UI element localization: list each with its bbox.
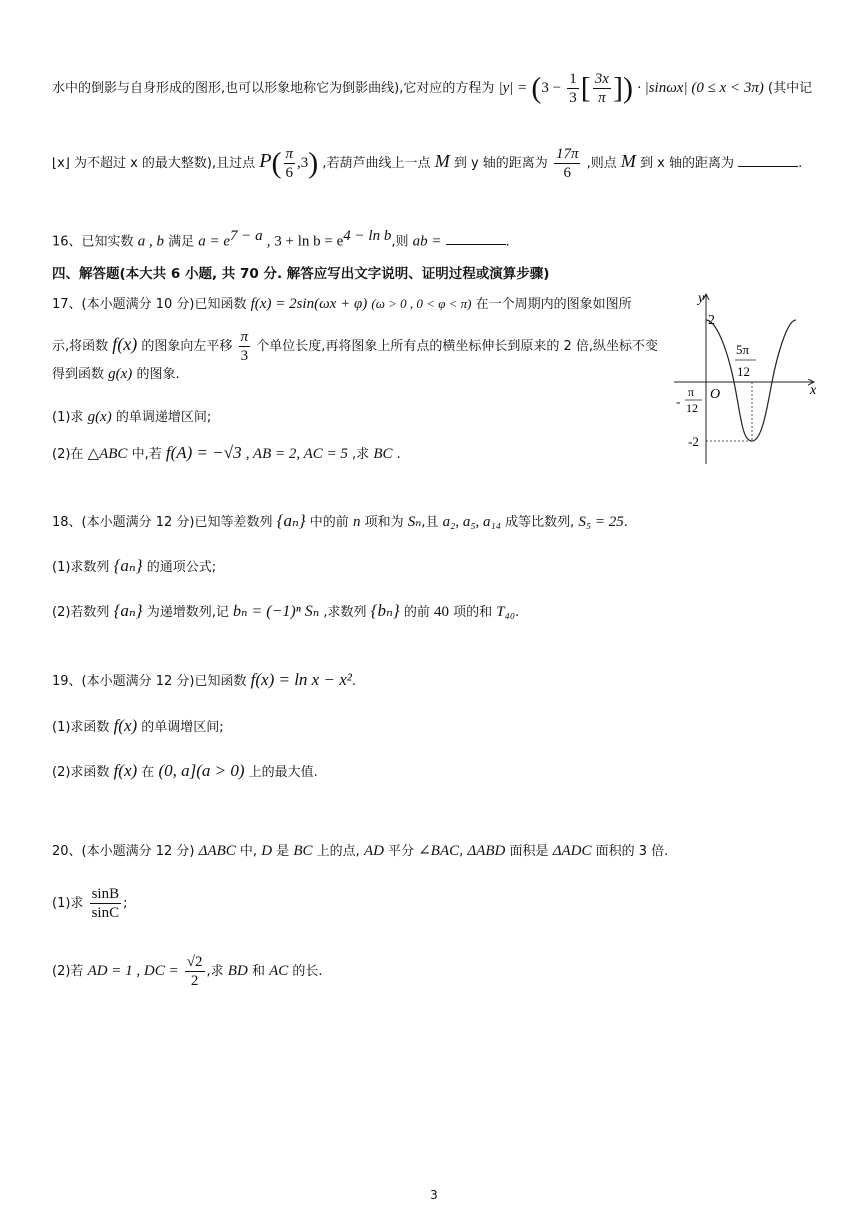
q19-part2: (2)求函数 f(x) 在 (0, a](a > 0) 上的最大值.	[52, 761, 318, 780]
q15-eq-sin: · |sinωx| (0 ≤ x < 3π)	[637, 80, 764, 96]
q17-part1: (1)求 g(x) 的单调递增区间;	[52, 409, 212, 425]
q15-frac-17pi-6: $\frac{17\pi}{6}$	[555, 146, 579, 181]
q16-line: 16、已知实数 a , b 满足 $a = e^{7 - a}$ , $3 + \ln b = e^{4 - ln b}$,则 ab = .	[52, 228, 510, 250]
q15-answer-blank[interactable]	[738, 152, 798, 167]
tick-label-neg-pi12-den: 12	[686, 401, 698, 415]
q15-eq-y: |y| =	[498, 80, 528, 96]
q20-frac-sinB-sinC: $\frac{\sin B}{\sin C}$	[91, 886, 120, 921]
q20-part1: (1)求 $\frac{\sin B}{\sin C}$ ;	[52, 886, 128, 921]
q17-frac-pi-3: $\frac{\pi}{3}$	[240, 329, 249, 364]
y-max-label: 2	[708, 313, 715, 328]
sine-curve	[706, 320, 796, 441]
q15-text: ⌊x⌋ 为不超过 x 的最大整数),且过点	[52, 156, 256, 171]
q15-line1: 水中的倒影与自身形成的图形,也可以形象地称它为倒影曲线),它对应的方程为 |y| = (3 − $\frac{1}{3}$ [ $\frac{3x}{\pi}$ ]) · |sinωx| (0 ≤ x < 3π) (其中记	[52, 71, 813, 106]
origin-label: O	[710, 387, 721, 402]
tick-label-neg-sign: -	[676, 394, 681, 409]
q20-part2: (2)若 AD = 1 , DC = $\frac{√2}{2}$ ,求 BD 和 AC 的长.	[52, 954, 323, 989]
q17-part2: (2)在 △ABC 中,若 f(A) = −√3 , AB = 2, AC = 5 ,求 BC .	[52, 443, 401, 462]
q15-frac-3x-pi: $\frac{3x}{\pi}$	[594, 71, 609, 106]
sine-graph	[672, 288, 822, 468]
tick-label-neg-pi12-num: π	[688, 385, 695, 399]
section-4-heading: 四、解答题(本大共 6 小题, 共 70 分. 解答应写出文字说明、证明过程或演算步骤)	[52, 266, 550, 282]
x-axis-label: x	[810, 383, 817, 398]
q18-part2: (2)若数列 {aₙ} 为递增数列,记 bₙ = (−1)ⁿ Sₙ ,求数列 {bₙ} 的前 40 项的和 T₄₀.	[52, 601, 520, 620]
q17-line3: 得到函数 g(x) 的图象.	[52, 366, 180, 382]
tick-label-5pi12-num: 5π	[736, 342, 750, 357]
y-axis-label: y	[698, 291, 705, 306]
q15-frac-third: $\frac{1}{3}$	[569, 71, 577, 106]
q16-answer-blank[interactable]	[446, 230, 506, 245]
q18-line1: 18、(本小题满分 12 分)已知等差数列 {aₙ} 中的前 n 项和为 Sₙ,且 a₂, a₅, a₁₄ 成等比数列, S₅ = 25.	[52, 511, 628, 530]
q19-line1: 19、(本小题满分 12 分)已知函数 f(x) = ln x − x².	[52, 670, 356, 689]
q17-line1: 17、(本小题满分 10 分)已知函数 f(x) = 2sin(ωx + φ) (ω > 0 , 0 < φ < π) 在一个周期内的图象如图所	[52, 296, 632, 312]
q15-text: 水中的倒影与自身形成的图形,也可以形象地称它为倒影曲线),它对应的方程为	[52, 81, 495, 96]
q18-part1: (1)求数列 {aₙ} 的通项公式;	[52, 556, 217, 575]
q20-frac-sqrt2-2: $\frac{√2}{2}$	[186, 954, 203, 989]
q20-line1: 20、(本小题满分 12 分) ΔABC 中, D 是 BC 上的点, AD 平分 ∠BAC, ΔABD 面积是 ΔADC 面积的 3 倍.	[52, 843, 669, 859]
q15-frac-pi-6: $\frac{\pi}{6}$	[285, 146, 294, 181]
y-min-label: -2	[688, 434, 699, 449]
page-number: 3	[430, 1188, 438, 1202]
q15-line2: ⌊x⌋ 为不超过 x 的最大整数),且过点 P( $\frac{\pi}{6}$ ,3) ,若葫芦曲线上一点 M 到 y 轴的距离为 $\frac{17\pi}{6}$ ,则点 M 到 x 轴的距离为 .	[52, 146, 803, 181]
q17-line2: 示,将函数 f(x) 的图象向左平移 $\frac{\pi}{3}$ 个单位长度,再将图象上所有点的横坐标伸长到原来的 2 倍,纵坐标不变	[52, 329, 659, 364]
q19-part1: (1)求函数 f(x) 的单调增区间;	[52, 716, 224, 735]
q15-text: (其中记	[768, 81, 813, 96]
tick-label-5pi12-den: 12	[737, 364, 750, 379]
